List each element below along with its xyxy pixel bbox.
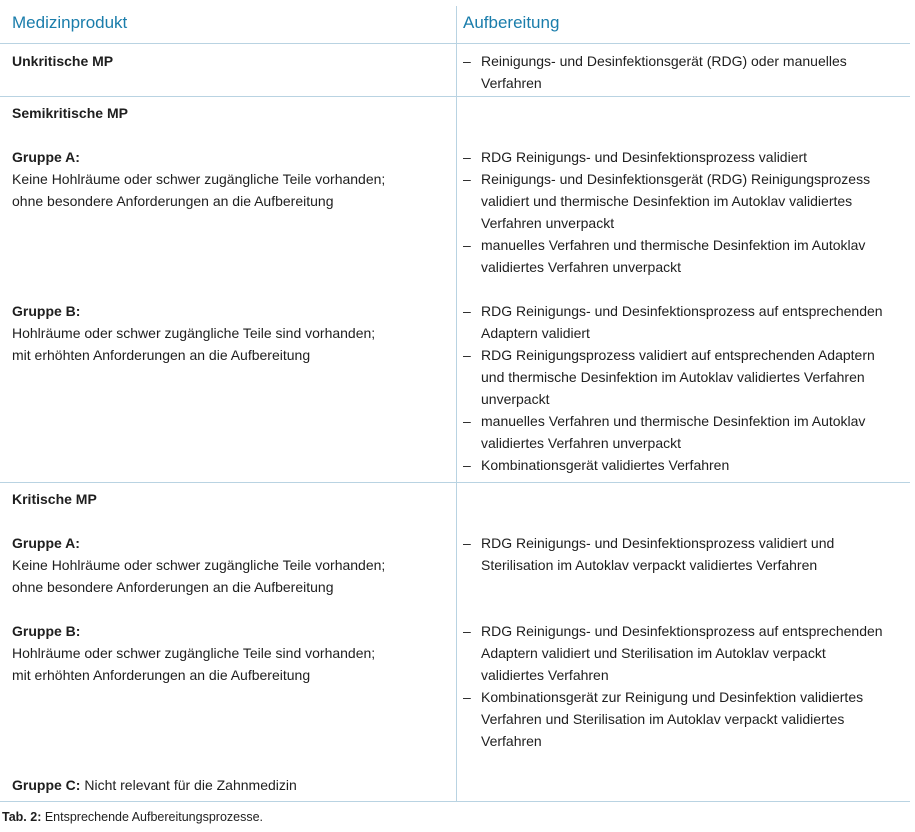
list-item: – manuelles Verfahren und thermische Desinfektion im Autoklav validiertes Verfahren unverpackt xyxy=(463,410,883,454)
gruppe-title: Gruppe B: xyxy=(12,623,81,639)
gruppe-desc: mit erhöhten Anforderungen an die Aufbereitung xyxy=(12,667,311,683)
list-item: – RDG Reinigungs- und Desinfektionsprozess validiert und Sterilisation im Autoklav verpackt validiertes Verfahren xyxy=(463,532,834,576)
caption-label: Tab. 2: xyxy=(2,810,42,824)
list-unkritisch xyxy=(463,50,847,94)
label-unkritische-mp: Unkritische MP xyxy=(12,53,114,69)
list-kritisch-gruppe-a xyxy=(463,532,834,576)
column-header-medizinprodukt: Medizinprodukt xyxy=(12,13,128,32)
kritisch-gruppe-b xyxy=(12,620,375,686)
list-item: – RDG Reinigungs- und Desinfektionsprozess validiert xyxy=(463,146,870,168)
table-caption xyxy=(2,808,263,826)
gruppe-title: Gruppe A: xyxy=(12,149,80,165)
gruppe-desc: Hohlräume oder schwer zugängliche Teile sind vorhanden; xyxy=(12,325,376,341)
list-item: – RDG Reinigungs- und Desinfektionsprozess auf entsprechenden Adaptern validiert und Sterilisation im Autoklav verpackt validiertes Verfahren xyxy=(463,620,883,686)
list-item: – Reinigungs- und Desinfektionsgerät (RDG) Reinigungsprozess validiert und thermische Desinfektion im Autoklav validiertes Verfahren unverpackt xyxy=(463,168,870,234)
caption-text: Entsprechende Aufbereitungsprozesse. xyxy=(41,810,264,824)
label-kritische-mp: Kritische MP xyxy=(12,491,97,507)
list-item: – Kombinationsgerät validiertes Verfahren xyxy=(463,454,883,476)
gruppe-desc: ohne besondere Anforderungen an die Aufbereitung xyxy=(12,579,334,595)
gruppe-title: Gruppe C: xyxy=(12,777,81,793)
list-item: – manuelles Verfahren und thermische Desinfektion im Autoklav validiertes Verfahren unverpackt xyxy=(463,234,870,278)
list-kritisch-gruppe-b xyxy=(463,620,883,752)
list-item: – Kombinationsgerät zur Reinigung und Desinfektion validiertes Verfahren und Sterilisation im Autoklav verpackt validiertes Verfahren xyxy=(463,686,883,752)
list-semikritisch-gruppe-b xyxy=(463,300,883,476)
list-item: – RDG Reinigungsprozess validiert auf entsprechenden Adaptern und thermische Desinfektion im Autoklav validiertes Verfahren unverpackt xyxy=(463,344,883,410)
gruppe-desc: Keine Hohlräume oder schwer zugängliche Teile vorhanden; xyxy=(12,171,386,187)
row-divider-semikritisch xyxy=(0,482,910,483)
gruppe-title: Gruppe B: xyxy=(12,303,81,319)
header-divider xyxy=(0,43,910,44)
kritisch-gruppe-a xyxy=(12,532,385,598)
list-item: – Reinigungs- und Desinfektionsgerät (RDG) oder manuelles Verfahren xyxy=(463,50,847,94)
row-divider-unkritisch xyxy=(0,96,910,97)
label-semikritische-mp: Semikritische MP xyxy=(12,105,128,121)
column-divider xyxy=(456,6,457,802)
kritisch-gruppe-c xyxy=(12,774,297,796)
column-header-aufbereitung: Aufbereitung xyxy=(463,13,560,32)
gruppe-desc: ohne besondere Anforderungen an die Aufbereitung xyxy=(12,193,334,209)
gruppe-desc: mit erhöhten Anforderungen an die Aufbereitung xyxy=(12,347,311,363)
semikritisch-gruppe-b xyxy=(12,300,375,366)
list-item: – RDG Reinigungs- und Desinfektionsprozess auf entsprechenden Adaptern validiert xyxy=(463,300,883,344)
gruppe-desc: Nicht relevant für die Zahnmedizin xyxy=(80,777,297,793)
gruppe-title: Gruppe A: xyxy=(12,535,80,551)
table-bottom-border xyxy=(0,801,910,802)
semikritisch-gruppe-a xyxy=(12,146,385,212)
list-semikritisch-gruppe-a xyxy=(463,146,870,278)
gruppe-desc: Hohlräume oder schwer zugängliche Teile sind vorhanden; xyxy=(12,645,376,661)
gruppe-desc: Keine Hohlräume oder schwer zugängliche Teile vorhanden; xyxy=(12,557,386,573)
